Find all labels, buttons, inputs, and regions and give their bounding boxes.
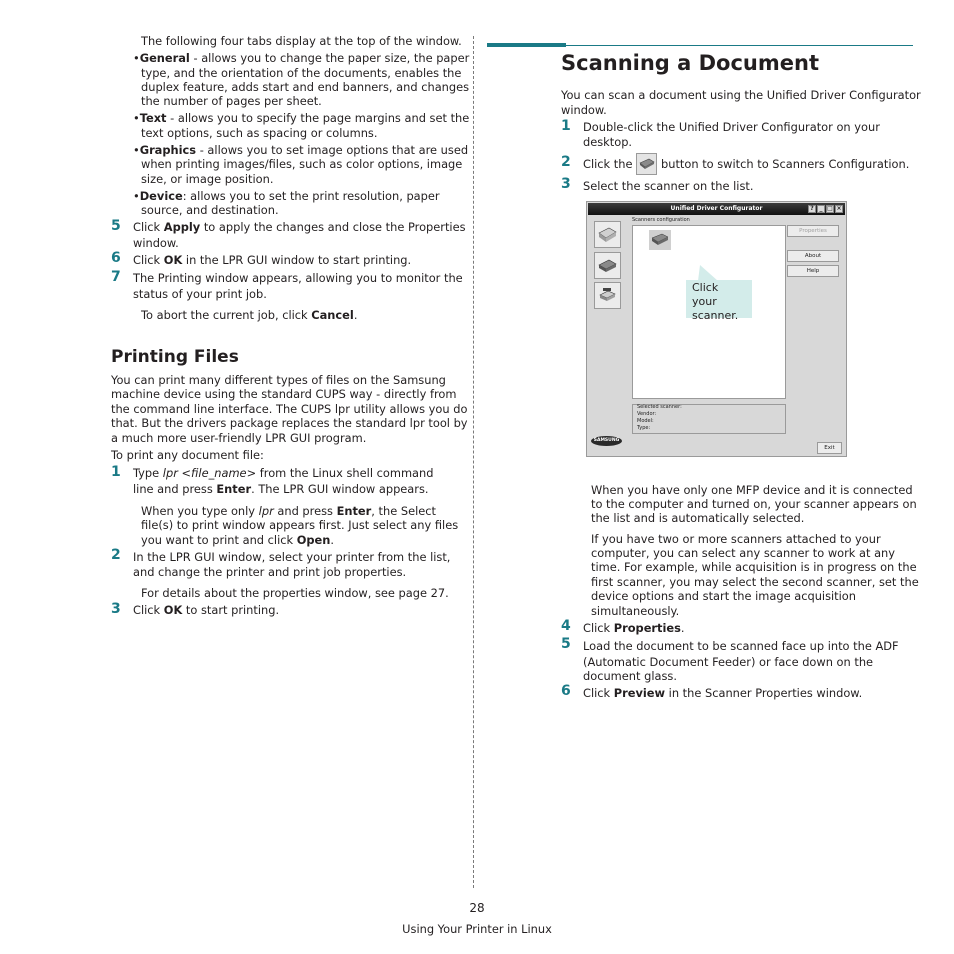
page-number: 28 xyxy=(469,901,485,915)
intro-line: You can scan a document using the Unified Driver Configurator xyxy=(561,88,921,102)
note-2-line: first scanner, you may select the second scanner, set the xyxy=(591,575,919,589)
accent-rule xyxy=(566,45,913,46)
bullet-general: •General - allows you to change the paper size, the paper xyxy=(133,51,470,65)
pf-step-2: In the LPR GUI window, select your printer from the list, xyxy=(133,550,451,564)
scan-step-5-line2: (Automatic Document Feeder) or face down on the xyxy=(583,655,874,669)
abort-note: To abort the current job, click Cancel. xyxy=(141,308,358,322)
selected-scanner-box xyxy=(632,404,786,434)
click-scanner-callout: Click your scanner. xyxy=(686,280,752,318)
step-7-line2: status of your print job. xyxy=(133,287,267,301)
note-1-line: the list and is automatically selected. xyxy=(591,511,805,525)
step-number: 2 xyxy=(111,547,121,563)
type-field: Type: xyxy=(637,425,651,431)
column-divider xyxy=(473,36,474,888)
bullet-device-line: source, and destination. xyxy=(141,203,279,217)
paragraph-line: that. But the drivers package replaces the standard lpr tool by xyxy=(111,416,468,430)
close-icon[interactable]: × xyxy=(836,205,842,212)
scan-step-2-pre: Click the xyxy=(583,157,633,171)
intro-line: window. xyxy=(561,103,607,117)
vendor-field: Vendor: xyxy=(637,411,657,417)
paragraph-line: a much more user-friendly LPR GUI program. xyxy=(111,431,367,445)
scan-step-3: Select the scanner on the list. xyxy=(583,179,754,193)
note-1-line: When you have only one MFP device and it is connected xyxy=(591,483,913,497)
properties-button[interactable]: Properties xyxy=(787,225,839,237)
scan-step-4: Click Properties. xyxy=(583,621,685,635)
note-2-line: simultaneously. xyxy=(591,604,680,618)
step-number: 5 xyxy=(561,636,571,652)
step-number: 5 xyxy=(111,218,121,234)
samsung-logo: SAMSUNG xyxy=(591,436,622,446)
intro-text: The following four tabs display at the top of the window. xyxy=(141,34,462,48)
to-print-label: To print any document file: xyxy=(111,448,264,462)
step-number: 1 xyxy=(561,118,571,134)
step-number: 6 xyxy=(561,683,571,699)
step-number: 3 xyxy=(111,601,121,617)
step-number: 7 xyxy=(111,269,121,285)
pf-step-2-line2: and change the printer and print job properties. xyxy=(133,565,407,579)
paragraph-line: the command line interface. The CUPS lpr utility allows you do xyxy=(111,402,468,416)
group-label: Scanners configuration xyxy=(632,217,690,223)
step-5-line2: window. xyxy=(133,236,179,250)
scan-step-1: Double-click the Unified Driver Configurator on your xyxy=(583,120,880,134)
maximize-icon[interactable]: □ xyxy=(827,205,833,212)
bullet-device: •Device: allows you to set the print resolution, paper xyxy=(133,189,440,203)
scan-step-1-line2: desktop. xyxy=(583,135,633,149)
note-2-line: time. For example, while acquisition is in progress on the xyxy=(591,560,917,574)
configurator-window xyxy=(586,201,847,457)
pf-note-1: When you type only lpr and press Enter, the Select xyxy=(141,504,436,518)
pf-note-1-line2: file(s) to print window appears first. Just select any files xyxy=(141,518,459,532)
page-title: Scanning a Document xyxy=(561,51,819,75)
step-7-text: The Printing window appears, allowing you to monitor the xyxy=(133,271,463,285)
note-2-line: If you have two or more scanners attached to your xyxy=(591,532,881,546)
bullet-text-line: text options, such as spacing or columns. xyxy=(141,126,378,140)
selected-label: Selected scanner: xyxy=(637,404,682,410)
minimize-icon[interactable]: _ xyxy=(817,205,825,213)
printing-files-heading: Printing Files xyxy=(111,347,239,367)
bullet-general-line: type, and the orientation of the documents, enables the xyxy=(141,66,462,80)
paragraph-line: You can print many different types of files on the Samsung xyxy=(111,373,446,387)
note-2-line: device options and start the image acquisition xyxy=(591,589,856,603)
scan-step-5: Load the document to be scanned face up into the ADF xyxy=(583,639,899,653)
exit-button[interactable]: Exit xyxy=(817,442,842,454)
bullet-general-line: duplex feature, adds start and end banners, and changes xyxy=(141,80,470,94)
bullet-general-line: the number of pages per sheet. xyxy=(141,94,322,108)
bullet-text: •Text - allows you to specify the page margins and set the xyxy=(133,111,470,125)
note-2-line: computer, you can select any scanner to work at any xyxy=(591,546,896,560)
accent-bar xyxy=(487,43,566,47)
scan-step-6: Click Preview in the Scanner Properties window. xyxy=(583,686,863,700)
ports-config-icon[interactable] xyxy=(594,282,621,309)
step-6-text: Click OK in the LPR GUI window to start printing. xyxy=(133,253,412,267)
step-number: 3 xyxy=(561,176,571,192)
bullet-graphics-line: when printing images/files, such as color options, image xyxy=(141,157,463,171)
step-number: 4 xyxy=(561,618,571,634)
model-field: Model: xyxy=(637,418,654,424)
help-button[interactable]: Help xyxy=(787,265,839,277)
scanner-config-icon[interactable] xyxy=(636,153,657,175)
paragraph-line: machine device using the standard CUPS way - directly from xyxy=(111,387,457,401)
callout-pointer xyxy=(698,265,720,281)
scanner-list-item[interactable] xyxy=(649,230,671,250)
bullet-graphics: •Graphics - allows you to set image options that are used xyxy=(133,143,469,157)
scanner-config-icon[interactable] xyxy=(594,252,621,279)
bullet-graphics-line: size, or image position. xyxy=(141,172,274,186)
footer-section: Using Your Printer in Linux xyxy=(402,922,552,936)
pf-step-1-line2: line and press Enter. The LPR GUI window appears. xyxy=(133,482,429,496)
help-icon[interactable]: ? xyxy=(808,205,816,213)
scan-step-2-post: button to switch to Scanners Configuration. xyxy=(661,157,910,171)
step-5-text: Click Apply to apply the changes and close the Properties xyxy=(133,220,466,234)
printer-config-icon[interactable] xyxy=(594,221,621,248)
step-number: 2 xyxy=(561,154,571,170)
window-titlebar: Unified Driver Configurator ? _ □ × xyxy=(588,203,845,215)
step-number: 1 xyxy=(111,464,121,480)
note-1-line: to the computer and turned on, your scanner appears on xyxy=(591,497,917,511)
pf-note-2: For details about the properties window, see page 27. xyxy=(141,586,449,600)
scan-step-5-line3: document glass. xyxy=(583,669,677,683)
pf-note-1-line3: you want to print and click Open. xyxy=(141,533,335,547)
pf-step-1: Type lpr <file_name> from the Linux shell command xyxy=(133,466,434,480)
about-button[interactable]: About xyxy=(787,250,839,262)
step-number: 6 xyxy=(111,250,121,266)
pf-step-3: Click OK to start printing. xyxy=(133,603,280,617)
